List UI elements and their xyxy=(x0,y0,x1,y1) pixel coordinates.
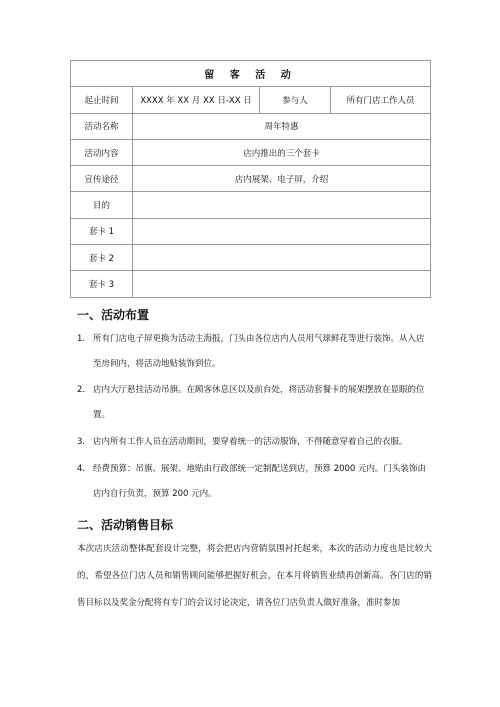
section-heading-sales-target: 二、活动销售目标 xyxy=(77,518,174,532)
row-label: 起止时间 xyxy=(71,87,133,113)
row-value xyxy=(133,245,431,271)
table-title-row xyxy=(71,61,431,87)
row-value xyxy=(133,192,431,218)
list-item xyxy=(77,430,429,455)
list-item-number: 3. xyxy=(77,437,86,447)
table-row xyxy=(71,87,431,113)
list-item-number: 1. xyxy=(77,334,86,344)
row-label: 参与人 xyxy=(260,87,331,113)
table-row xyxy=(71,245,431,271)
list-item xyxy=(77,378,429,428)
row-value: 所有门店工作人员 xyxy=(331,87,431,113)
body-paragraph: 本次店庆活动整体配套设计完整，将会把店内营销氛围衬托起来，本次的活动力度也是比较大的，希望各位门店人员和销售顾问能够把握好机会，在本月将销售业绩再创新高。各门店的销售目标以及奖金分配将有专门的会议讨论决定，请各位门店负责人做好准备，准时参加 xyxy=(77,544,432,608)
table-row xyxy=(71,113,431,139)
row-value: 周年特惠 xyxy=(133,113,431,139)
table-row xyxy=(71,271,431,297)
row-label: 宣传途径 xyxy=(71,166,133,192)
table-row xyxy=(71,192,431,218)
table-row xyxy=(71,166,431,192)
table-row xyxy=(71,218,431,244)
row-label: 套卡 3 xyxy=(71,271,133,297)
list-item-text: 店内所有工作人员在活动期间，要穿着统一的活动服饰，不得随意穿着自己的衣服。 xyxy=(93,437,408,447)
list-item xyxy=(77,327,429,377)
list-item-text: 经费预算：吊旗、展架、地贴由行政部统一定制配送到店，预算 2000 元内。门头装饰由店内自行负责，预算 200 元内。 xyxy=(93,464,427,499)
row-label: 活动名称 xyxy=(71,113,133,139)
list-item-text: 店内大厅悬挂活动吊旗。在顾客休息区以及前台处，将活动套餐卡的展架摆放在显眼的位置。 xyxy=(93,385,425,420)
row-label: 套卡 2 xyxy=(71,245,133,271)
list-item xyxy=(77,457,429,507)
table-row xyxy=(71,139,431,165)
row-value: 店内推出的三个套卡 xyxy=(133,139,431,165)
row-label: 套卡 1 xyxy=(71,218,133,244)
row-label: 活动内容 xyxy=(71,139,133,165)
list-item-text: 所有门店电子屏更换为活动主海报，门头由各位店内人员用气球鲜花等进行装饰。从入店至房间内，将活动地贴装饰到位。 xyxy=(93,334,425,369)
row-label: 目的 xyxy=(71,192,133,218)
list-item-number: 4. xyxy=(77,464,86,474)
list-item-number: 2. xyxy=(77,385,86,395)
row-value: XXXX 年 XX 月 XX 日-XX 日 xyxy=(133,87,260,113)
row-value: 店内展架、电子屏，介绍 xyxy=(133,166,431,192)
row-value xyxy=(133,218,431,244)
section-heading-layout: 一、活动布置 xyxy=(77,308,150,322)
activity-form-table xyxy=(70,60,431,298)
row-value xyxy=(133,271,431,297)
table-title: 留 客 活 动 xyxy=(71,61,431,87)
